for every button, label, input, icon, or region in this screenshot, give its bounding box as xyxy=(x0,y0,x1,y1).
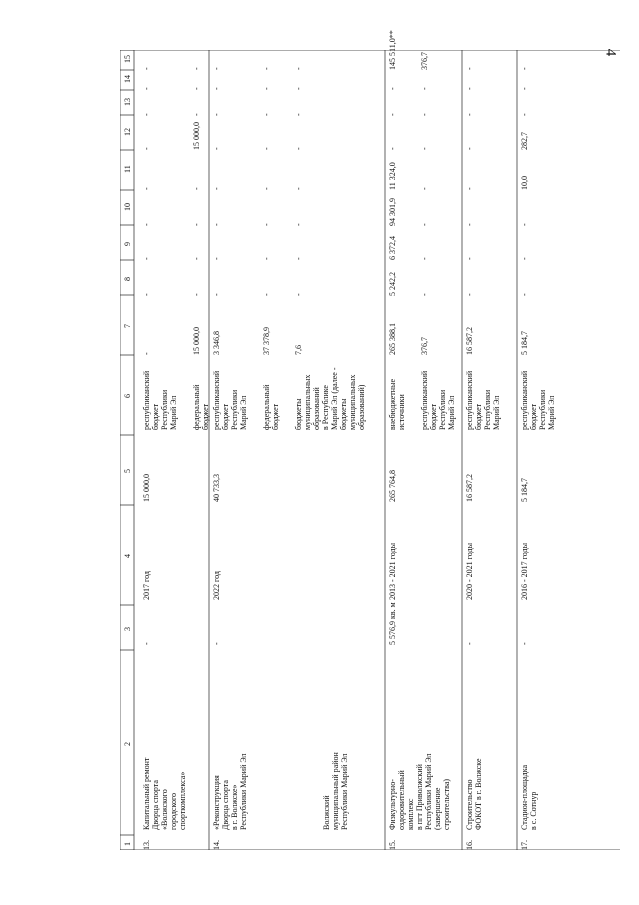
funding-c7: 7,6 xyxy=(294,345,303,355)
funding-c12: 15 000,0 xyxy=(192,122,201,150)
funding-c12: - xyxy=(142,147,151,150)
funding-c11: - xyxy=(192,187,201,190)
funding-c8: 5 242,2 xyxy=(388,272,397,296)
row-total: 40 733,3 xyxy=(212,474,221,502)
funding-c14: - xyxy=(420,87,429,90)
funding-c10: - xyxy=(420,223,429,226)
funding-c8: - xyxy=(192,293,201,296)
funding-source: республиканский бюджет Республики Марий Эл xyxy=(212,370,248,430)
funding-c7: 265 388,1 xyxy=(388,323,397,355)
funding-c10: - xyxy=(212,223,221,226)
funding-c9: - xyxy=(192,257,201,260)
funding-c10: - xyxy=(262,223,271,226)
column-header: 3 xyxy=(123,626,132,631)
row-number: 13. xyxy=(142,840,151,850)
row-capacity: 5 576,9 кв. м xyxy=(388,602,397,645)
funding-c8: - xyxy=(142,293,151,296)
column-header: 12 xyxy=(123,127,132,136)
column-header: 13 xyxy=(123,97,132,106)
funding-c9: - xyxy=(420,257,429,260)
funding-c12: - xyxy=(465,147,474,150)
funding-c8: - xyxy=(420,293,429,296)
row-total: 16 587,2 xyxy=(465,474,474,502)
row-number: 17. xyxy=(520,840,529,850)
row-name: Физкультурно- оздоровительный комплекс в пгт Приволжский Республики Марий Эл (завершение строительства) xyxy=(388,753,451,830)
row-number: 16. xyxy=(465,840,474,850)
funding-c14: - xyxy=(192,87,201,90)
data-table xyxy=(120,30,620,850)
column-header: 7 xyxy=(123,324,132,328)
funding-c15: - xyxy=(465,67,474,70)
funding-source: бюджеты муниципальных образований в Республике Марий Эл (далее - бюджеты муниципальных образований) xyxy=(294,367,366,430)
funding-c10: - xyxy=(142,223,151,226)
row-period: 2022 год xyxy=(212,571,221,600)
row-capacity: - xyxy=(142,642,151,645)
row-name: Капитальный ремонт Дворца спорта «Волжского городского спорткомплекса» xyxy=(142,757,187,830)
column-header: 4 xyxy=(123,554,132,558)
column-header: 11 xyxy=(123,165,132,173)
row-name: Строительство ФОКОТ в г. Волжске xyxy=(465,758,483,830)
row-capacity: - xyxy=(212,642,221,645)
funding-c11: - xyxy=(420,187,429,190)
row-period: 2017 год xyxy=(142,571,151,600)
funding-source: федеральный бюджет xyxy=(262,384,280,430)
funding-c14: - xyxy=(212,87,221,90)
funding-c9: - xyxy=(212,257,221,260)
column-header: 8 xyxy=(123,276,132,281)
table-grid xyxy=(120,50,620,850)
funding-c13: - xyxy=(262,113,271,116)
funding-c14: - xyxy=(142,87,151,90)
funding-c13: - xyxy=(520,113,529,116)
funding-c13: - xyxy=(294,113,303,116)
funding-c9: - xyxy=(520,257,529,260)
funding-c7: 376,7 xyxy=(420,337,429,355)
funding-c13: - xyxy=(142,113,151,116)
funding-c13: - xyxy=(465,113,474,116)
row-number: 14. xyxy=(212,840,221,850)
column-header: 10 xyxy=(123,202,132,211)
funding-c8: - xyxy=(465,293,474,296)
row-name: Стадион-площадка в с. Сотнур xyxy=(520,764,538,830)
funding-c7: 16 587,2 xyxy=(465,327,474,355)
funding-c14: - xyxy=(262,87,271,90)
row-period: 2013 - 2021 годы xyxy=(388,543,397,600)
funding-c7: 15 000,0 xyxy=(192,327,201,355)
row-period: 2016 - 2017 годы xyxy=(520,543,529,600)
funding-c14: - xyxy=(520,87,529,90)
row-capacity: - xyxy=(465,642,474,645)
funding-c9: - xyxy=(142,257,151,260)
funding-c8: - xyxy=(262,293,271,296)
funding-c8: - xyxy=(212,293,221,296)
funding-c11: - xyxy=(294,187,303,190)
column-header: 14 xyxy=(123,75,132,83)
funding-c13: - xyxy=(212,113,221,116)
funding-c11: - xyxy=(465,187,474,190)
funding-c14: - xyxy=(294,87,303,90)
funding-c12: - xyxy=(294,147,303,150)
page-number: 4 xyxy=(602,48,619,57)
funding-c10: - xyxy=(294,223,303,226)
funding-c8: - xyxy=(520,293,529,296)
funding-c12: - xyxy=(420,147,429,150)
column-header: 15 xyxy=(123,55,132,63)
funding-c11: 10,0 xyxy=(520,176,529,190)
row-period: 2020 - 2021 годы xyxy=(465,543,474,600)
row-total: 265 764,8 xyxy=(388,470,397,502)
column-header: 9 xyxy=(123,241,132,246)
funding-source: республиканский бюджет Республики Марий Эл xyxy=(142,370,178,430)
row-capacity: - xyxy=(520,642,529,645)
funding-c11: - xyxy=(212,187,221,190)
funding-c12: - xyxy=(388,147,397,150)
funding-source: федеральный бюджет xyxy=(192,384,210,430)
funding-c15: - xyxy=(212,67,221,70)
funding-c12: - xyxy=(212,147,221,150)
row-name: «Реконструкция Дворца спорта в г. Волжске» Республики Марий Эл xyxy=(212,753,248,830)
funding-c10: - xyxy=(192,223,201,226)
funding-c11: 11 324,0 xyxy=(388,162,397,190)
row-total: 15 000,0 xyxy=(142,474,151,502)
funding-source: республиканский бюджет Республики Марий Эл xyxy=(520,370,556,430)
funding-source: республиканский бюджет Республики Марий Эл xyxy=(465,370,501,430)
funding-c9: - xyxy=(294,257,303,260)
funding-c15: - xyxy=(520,67,529,70)
funding-c15: - xyxy=(262,67,271,70)
funding-c15: - xyxy=(142,67,151,70)
funding-source: республиканский бюджет Республики Марий Эл xyxy=(420,370,456,430)
funding-c7: - xyxy=(142,352,151,355)
funding-c8: - xyxy=(294,293,303,296)
funding-source: внебюджетные источники xyxy=(388,379,406,430)
row-number: 15. xyxy=(388,840,397,850)
funding-c9: 6 372,4 xyxy=(388,236,397,260)
funding-c13: - xyxy=(192,113,201,116)
funding-c10: 94 301,9 xyxy=(388,198,397,226)
column-header: 2 xyxy=(123,741,132,746)
column-header: 5 xyxy=(123,469,132,473)
funding-c7: 5 184,7 xyxy=(520,331,529,355)
funding-c12: - xyxy=(262,147,271,150)
column-header: 1 xyxy=(123,841,132,846)
funding-c14: - xyxy=(388,87,397,90)
funding-c9: - xyxy=(262,257,271,260)
row-subnote: Волжский муниципальный район Республики Марий Эл xyxy=(322,752,349,830)
row-total: 5 184,7 xyxy=(520,478,529,502)
column-header: 6 xyxy=(123,394,132,398)
funding-c7: 3 346,8 xyxy=(212,331,221,355)
funding-c14: - xyxy=(465,87,474,90)
funding-c11: - xyxy=(262,187,271,190)
funding-c15: 145 511,0** xyxy=(388,30,397,70)
funding-c13: - xyxy=(388,113,397,116)
funding-c13: - xyxy=(420,113,429,116)
funding-c12: 282,7 xyxy=(520,132,529,150)
funding-c11: - xyxy=(142,187,151,190)
funding-c7: 37 378,9 xyxy=(262,327,271,355)
funding-c9: - xyxy=(465,257,474,260)
funding-c15: - xyxy=(192,67,201,70)
funding-c15: 376,7 xyxy=(420,52,429,70)
funding-c10: - xyxy=(520,223,529,226)
funding-c10: - xyxy=(465,223,474,226)
funding-c15: - xyxy=(294,67,303,70)
